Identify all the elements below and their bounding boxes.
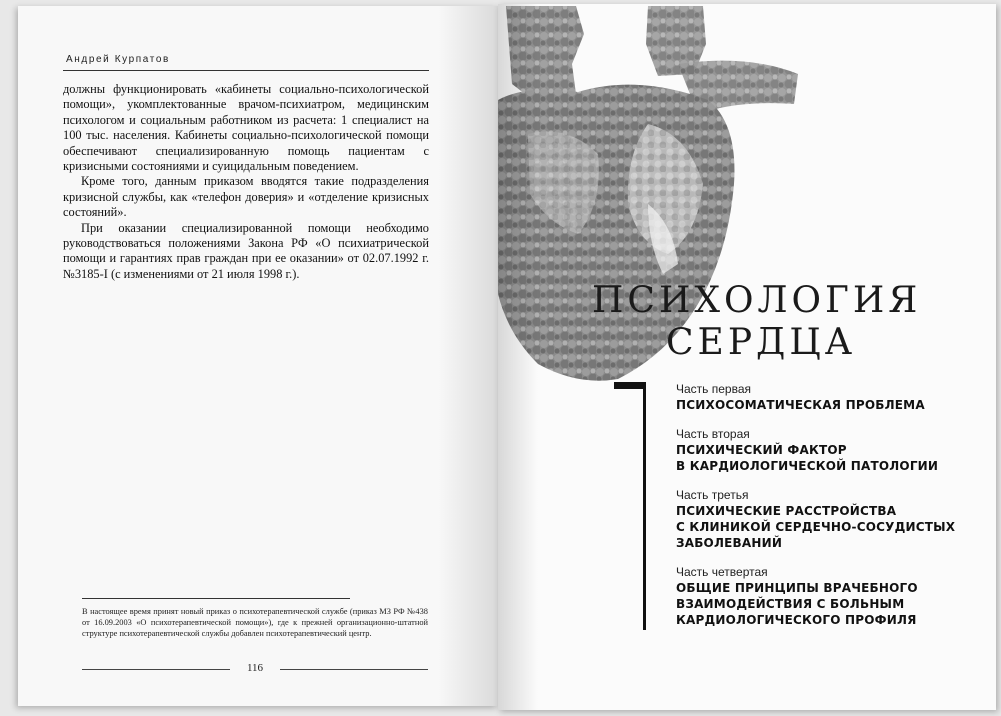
toc-entry — [676, 382, 986, 413]
accent-bar — [614, 382, 646, 389]
toc-part-title: ПСИХИЧЕСКИЕ РАССТРОЙСТВА С КЛИНИКОЙ СЕРДЕЧНО-СОСУДИСТЫХ ЗАБОЛЕВАНИЙ — [676, 504, 956, 550]
toc-entry — [676, 488, 986, 551]
title-line-1: ПСИХОЛОГИЯ — [592, 280, 922, 321]
toc-part-title: ОБЩИЕ ПРИНЦИПЫ ВРАЧЕБНОГО ВЗАИМОДЕЙСТВИЯ С БОЛЬНЫМ КАРДИОЛОГИЧЕСКОГО ПРОФИЛЯ — [676, 581, 918, 627]
toc-part-label: Часть первая — [676, 382, 752, 396]
right-page — [498, 4, 996, 710]
toc-part-label: Часть вторая — [676, 427, 750, 441]
contents-list — [676, 382, 986, 642]
accent-vertical-line — [643, 382, 646, 630]
toc-part-label: Часть четвертая — [676, 565, 768, 579]
page-number: 116 — [246, 662, 264, 674]
footnote: В настоящее время принят новый приказ о психотерапевтической службе (приказ МЗ РФ №438 от 16.09.2003 «О психотерапевтической помощи»), где к прежней организационно-штатной структуре психотерапевтической службы добавлен психотерапевтический центр. — [82, 607, 428, 638]
footer-rule-right — [280, 669, 428, 670]
running-head: Андрей Курпатов — [66, 54, 170, 65]
body-text — [63, 82, 429, 282]
toc-part-title: ПСИХИЧЕСКИЙ ФАКТОР В КАРДИОЛОГИЧЕСКОЙ ПАТОЛОГИИ — [676, 443, 939, 473]
footer-rule-left — [82, 669, 230, 670]
paragraph: должны функционировать «кабинеты социально-психологической помощи», укомплектованные врачом-психиатром, медицинским психологом и социальным работником из расчета: 1 специалист на 100 тыс. населения. Кабинеты социально-психологической помощи обеспечивают специализированную помощь пациентам с кризисными состояниями и суицидальным поведением. — [63, 82, 429, 174]
title-line-2: СЕРДЦА — [666, 322, 856, 363]
toc-part-label: Часть третья — [676, 488, 749, 502]
footnote-rule — [82, 598, 350, 599]
toc-entry — [676, 565, 986, 628]
paragraph: При оказании специализированной помощи необходимо руководствоваться положениями Закона РФ «О психиатрической помощи и гарантиях прав граждан при ее оказании» от 02.07.1992 г. №3185-I (с изменениями от 21 июля 1998 г.). — [63, 220, 429, 281]
paragraph: Кроме того, данным приказом вводятся такие подразделения кризисной службы, как «телефон доверия» и «отделение кризисных состояний». — [63, 174, 429, 220]
toc-part-title: ПСИХОСОМАТИЧЕСКАЯ ПРОБЛЕМА — [676, 398, 925, 412]
part-title — [592, 280, 921, 364]
toc-entry — [676, 427, 986, 474]
header-rule — [63, 70, 429, 71]
left-page — [18, 6, 498, 706]
